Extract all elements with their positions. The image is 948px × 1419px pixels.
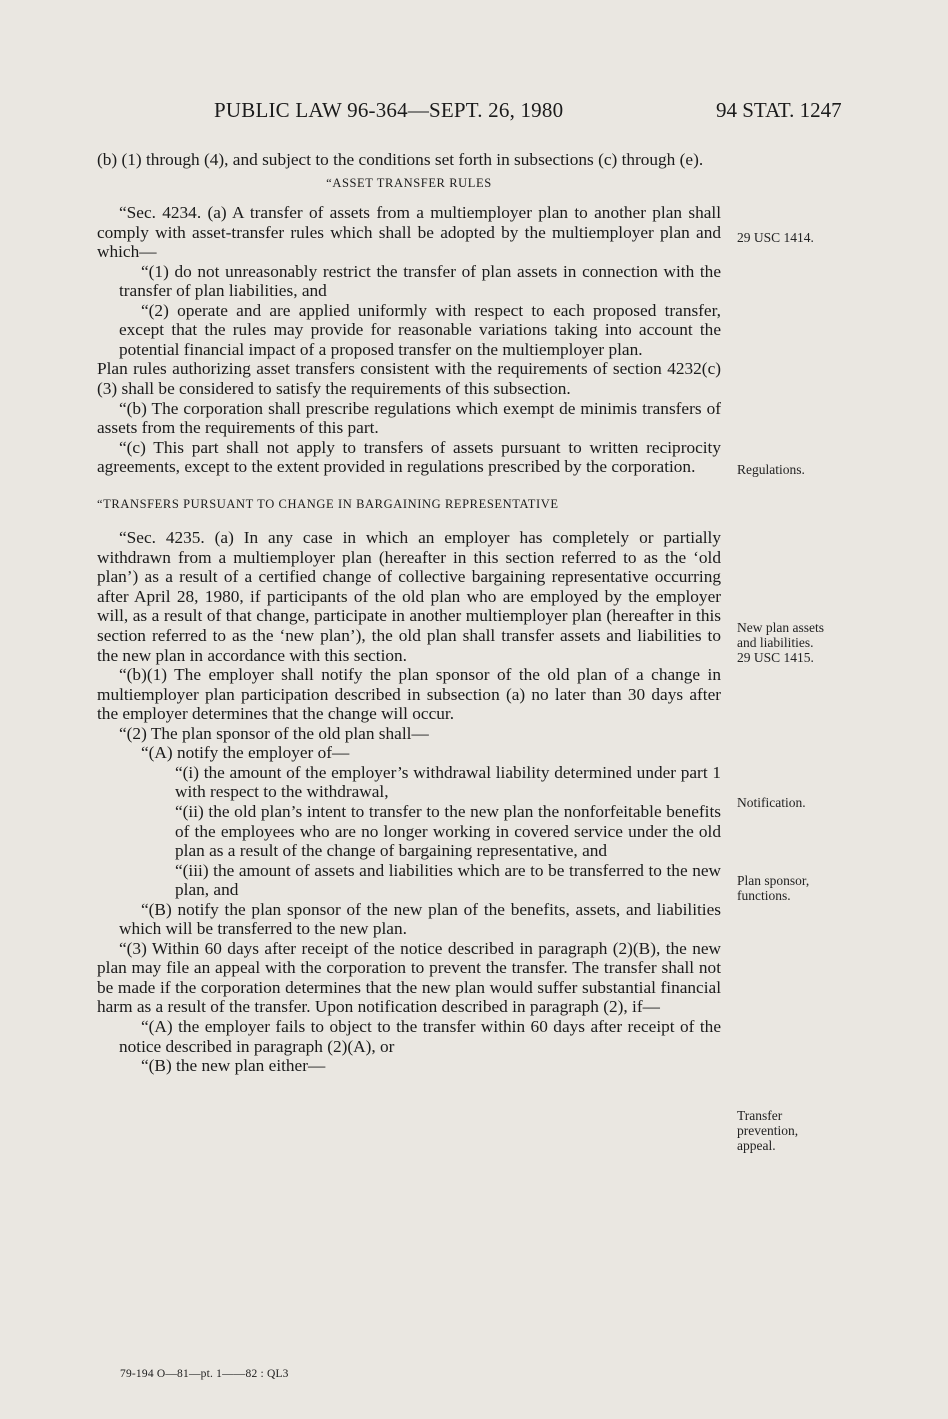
- header-title: PUBLIC LAW 96-364—SEPT. 26, 1980: [214, 98, 564, 122]
- body-text: [97, 150, 721, 1076]
- section-heading: “TRANSFERS PURSUANT TO CHANGE IN BARGAINING REPRESENTATIVE: [97, 496, 559, 511]
- margin-note-text: functions.: [737, 888, 791, 903]
- margin-note-text: Regulations.: [737, 462, 805, 477]
- paragraph: “(c) This part shall not apply to transfers of assets pursuant to written reciprocity agreements, except to the extent provided in regulations prescribed by the corporation.: [97, 437, 721, 477]
- paragraph: “(b)(1) The employer shall notify the plan sponsor of the old plan of a change in multiemployer plan participation described in subsection (a) no later than 30 days after the employer determines that the change will occur.: [97, 665, 721, 724]
- paragraph: “Sec. 4235. (a) In any case in which an employer has completely or partially withdrawn from a multiemployer plan (hereafter in this section referred to as the ‘old plan’) as a result of a certified change of collective bargaining representative occurring after April 28, 1980, if participants of the old plan who are employed by the employer will, as a result of that change, participate in another multiemployer plan (hereafter in this section referred to as the ‘new plan’), the old plan shall transfer assets and liabilities to the new plan in accordance with this section.: [97, 528, 721, 665]
- paragraph: “(2) The plan sponsor of the old plan shall—: [119, 723, 429, 743]
- margin-note-text: 29 USC 1415.: [737, 650, 814, 665]
- margin-note-notification: [737, 795, 857, 810]
- margin-note-transfer-prevention: [737, 1108, 857, 1153]
- paragraph: “(iii) the amount of assets and liabilities which are to be transferred to the new plan, and: [175, 860, 721, 900]
- paragraph: “(B) notify the plan sponsor of the new plan of the benefits, assets, and liabilities which will be transferred to the new plan.: [119, 899, 721, 939]
- paragraph: “(1) do not unreasonably restrict the transfer of plan assets in connection with the transfer of plan liabilities, and: [119, 261, 721, 301]
- paragraph: “Sec. 4234. (a) A transfer of assets from a multiemployer plan to another plan shall comply with asset-transfer rules which shall be adopted by the multiemployer plan and which—: [97, 203, 721, 262]
- paragraph: “(i) the amount of the employer’s withdrawal liability determined under part 1 with respect to the withdrawal,: [175, 762, 721, 802]
- margin-note-text: appeal.: [737, 1138, 776, 1153]
- paragraph: “(B) the new plan either—: [141, 1056, 326, 1076]
- margin-note-citation: [737, 230, 857, 245]
- margin-note-new-plan: [737, 620, 857, 665]
- margin-note-plan-sponsor: [737, 873, 857, 903]
- margin-note-text: Notification.: [737, 795, 806, 810]
- margin-note-text: New plan assets: [737, 620, 824, 635]
- page-footer: 79-194 O—81—pt. 1——82 : QL3: [120, 1368, 289, 1380]
- paragraph: “(A) notify the employer of—: [141, 743, 350, 763]
- margin-note-text: 29 USC 1414.: [737, 230, 814, 245]
- paragraph: (b) (1) through (4), and subject to the conditions set forth in subsections (c) through (e).: [97, 150, 704, 169]
- paragraph: “(2) operate and are applied uniformly with respect to each proposed transfer, except that the rules may provide for reasonable variations taking into account the potential financial impact of a proposed transfer on the multiemployer plan.: [119, 300, 721, 359]
- page-header: [0, 98, 948, 138]
- margin-note-regulations: [737, 462, 857, 477]
- margin-note-text: and liabilities.: [737, 635, 814, 650]
- header-stat-page: 94 STAT. 1247: [716, 98, 842, 122]
- section-heading: “ASSET TRANSFER RULES: [326, 175, 492, 190]
- paragraph: “(b) The corporation shall prescribe regulations which exempt de minimis transfers of assets from the requirements of this part.: [97, 398, 721, 438]
- paragraph: Plan rules authorizing asset transfers consistent with the requirements of section 4232(c)(3) shall be considered to satisfy the requirements of this subsection.: [97, 359, 721, 399]
- paragraph: “(3) Within 60 days after receipt of the notice described in paragraph (2)(B), the new plan may file an appeal with the corporation to prevent the transfer. The transfer shall not be made if the corporation determines that the new plan would suffer substantial financial harm as a result of the transfer. Upon notification described in paragraph (2), if—: [97, 938, 721, 1017]
- margin-note-text: Plan sponsor,: [737, 873, 810, 888]
- margin-note-text: prevention,: [737, 1123, 799, 1138]
- margin-note-text: Transfer: [737, 1108, 783, 1123]
- paragraph: “(A) the employer fails to object to the transfer within 60 days after receipt of the notice described in paragraph (2)(A), or: [119, 1016, 721, 1056]
- paragraph: “(ii) the old plan’s intent to transfer to the new plan the nonforfeitable benefits of the employees who are no longer working in covered service under the old plan as a result of the change of bargaining representative, and: [175, 801, 721, 861]
